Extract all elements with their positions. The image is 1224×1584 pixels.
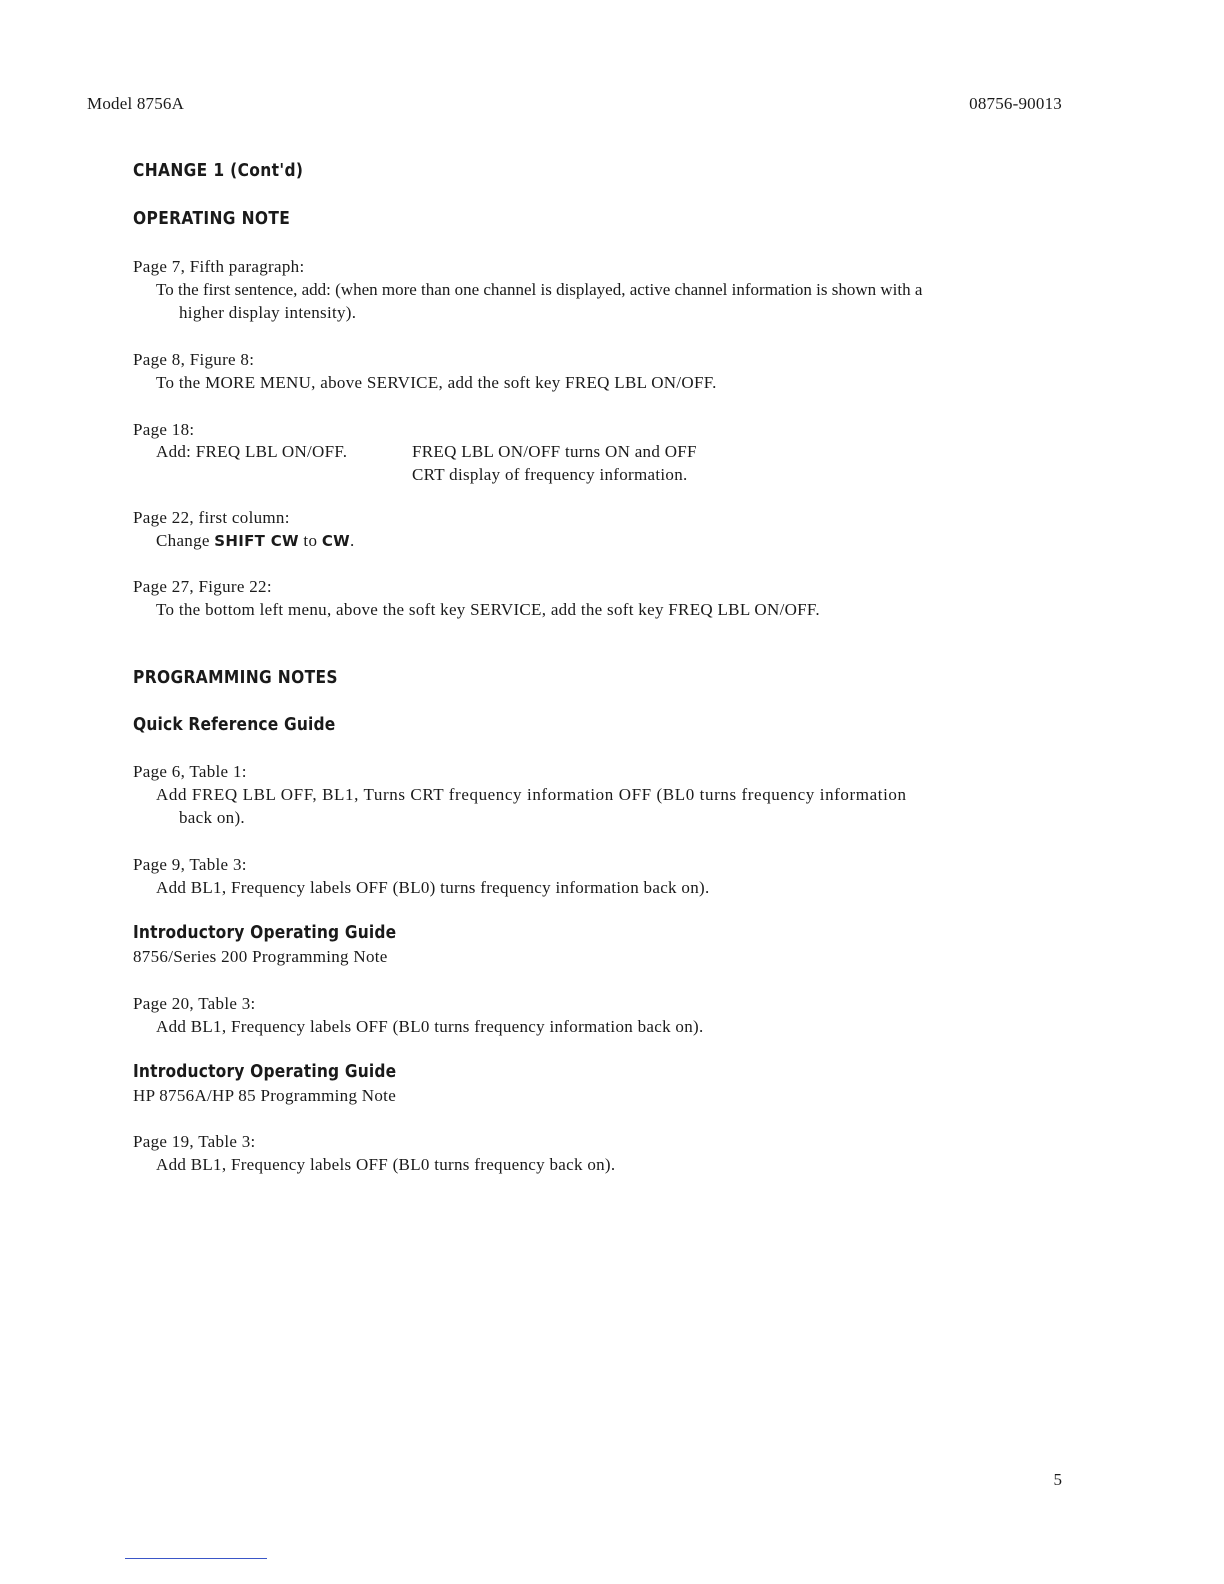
- programming-notes-heading: PROGRAMMING NOTES: [133, 667, 338, 688]
- op-entry3-ref: Page 18:: [133, 420, 195, 439]
- iog2-entry1-line1: Add BL1, Frequency labels OFF (BL0 turns frequency back on).: [156, 1155, 616, 1174]
- shift-cw-key-label: SHIFT CW: [214, 532, 299, 550]
- op-entry4-mid: to: [298, 531, 322, 550]
- iog1-entry1-ref: Page 20, Table 3:: [133, 994, 256, 1013]
- op-entry4-pre: Change: [156, 531, 215, 550]
- footer-rule: [125, 1558, 267, 1559]
- op-entry1-line1: To the first sentence, add: (when more than one channel is displayed, active channel information is shown with a: [156, 280, 923, 299]
- op-entry5-line1: To the bottom left menu, above the soft key SERVICE, add the soft key FREQ LBL ON/OFF.: [156, 600, 820, 619]
- qrg-entry2-ref: Page 9, Table 3:: [133, 855, 247, 874]
- intro-guide-1-subtitle: 8756/Series 200 Programming Note: [133, 947, 388, 966]
- qrg-entry2-line1: Add BL1, Frequency labels OFF (BL0) turns frequency information back on).: [156, 878, 710, 897]
- iog2-entry1-ref: Page 19, Table 3:: [133, 1132, 256, 1151]
- cw-key-label: CW: [321, 532, 350, 550]
- iog1-entry1-line1: Add BL1, Frequency labels OFF (BL0 turns frequency information back on).: [156, 1017, 704, 1036]
- page-number: 5: [1053, 1470, 1062, 1489]
- op-entry1-line2: higher display intensity).: [179, 303, 357, 322]
- op-entry2-line1: To the MORE MENU, above SERVICE, add the soft key FREQ LBL ON/OFF.: [156, 373, 717, 392]
- op-entry4-post: .: [349, 531, 355, 550]
- qrg-entry1-line1: Add FREQ LBL OFF, BL1, Turns CRT frequency information OFF (BL0 turns frequency information: [156, 785, 907, 804]
- intro-guide-2-subtitle: HP 8756A/HP 85 Programming Note: [133, 1086, 397, 1105]
- op-entry4-line: [156, 530, 355, 552]
- intro-guide-1-heading: Introductory Operating Guide: [133, 922, 397, 943]
- op-entry3-desc1: FREQ LBL ON/OFF turns ON and OFF: [412, 442, 697, 461]
- op-entry3-desc2: CRT display of frequency information.: [412, 465, 688, 484]
- op-entry4-ref: Page 22, first column:: [133, 508, 290, 527]
- op-entry2-ref: Page 8, Figure 8:: [133, 350, 255, 369]
- operating-note-heading: OPERATING NOTE: [133, 208, 291, 229]
- qrg-entry1-line2: back on).: [179, 808, 245, 827]
- header-model: Model 8756A: [87, 94, 185, 113]
- op-entry1-ref: Page 7, Fifth paragraph:: [133, 257, 305, 276]
- quick-reference-heading: Quick Reference Guide: [133, 714, 336, 735]
- op-entry3-add: Add: FREQ LBL ON/OFF.: [156, 442, 348, 461]
- header-part-number: 08756-90013: [969, 94, 1062, 113]
- qrg-entry1-ref: Page 6, Table 1:: [133, 762, 247, 781]
- intro-guide-2-heading: Introductory Operating Guide: [133, 1061, 397, 1082]
- op-entry5-ref: Page 27, Figure 22:: [133, 577, 272, 596]
- page-title: CHANGE 1 (Cont'd): [133, 160, 304, 181]
